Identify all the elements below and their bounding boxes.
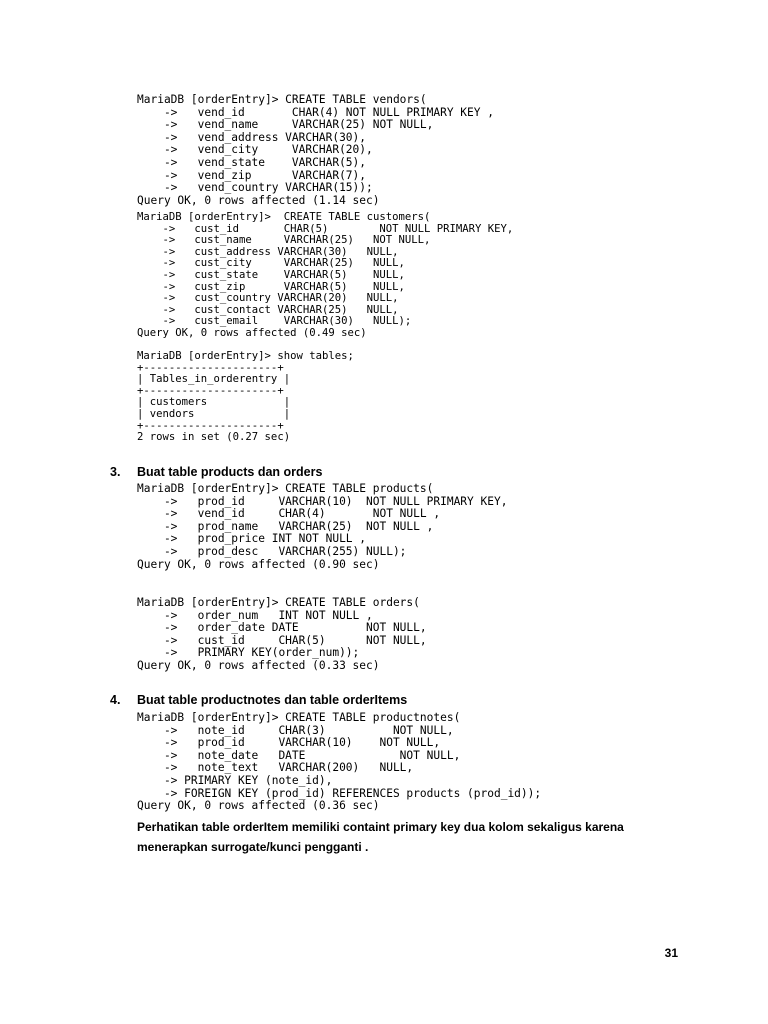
code-line: +---------------------+ [137, 419, 284, 432]
code-line: -> vend_city VARCHAR(20), [137, 143, 373, 157]
code-line: -> prod_id VARCHAR(10) NOT NULL, [137, 736, 441, 750]
code-line: +---------------------+ [137, 384, 284, 397]
code-block-customers [137, 212, 513, 340]
step-3-heading [110, 465, 323, 479]
code-line: -> prod_price INT NOT NULL , [137, 532, 367, 546]
code-line: -> cust_id CHAR(5) NOT NULL, [137, 633, 427, 647]
code-line: MariaDB [orderEntry]> CREATE TABLE customers( [137, 211, 431, 223]
explanation-note [137, 817, 637, 857]
code-line: | vendors | [137, 407, 291, 420]
code-block-vendors [137, 94, 494, 207]
step-3-text: Buat table products dan orders [137, 465, 323, 479]
code-line: Query OK, 0 rows affected (1.14 sec) [137, 193, 380, 207]
code-line: Query OK, 0 rows affected (0.36 sec) [137, 799, 380, 813]
code-line: MariaDB [orderEntry]> CREATE TABLE productnotes( [137, 711, 461, 724]
step-4-text: Buat table productnotes dan table orderItems [137, 693, 408, 707]
step-3-number: 3. [110, 465, 121, 479]
code-line: -> cust_email VARCHAR(30) NULL); [137, 315, 412, 328]
code-block-products [137, 483, 507, 571]
code-line: -> PRIMARY KEY(order_num)); [137, 646, 360, 660]
code-line: -> vend_country VARCHAR(15)); [137, 181, 373, 195]
code-line: -> note_text VARCHAR(200) NULL, [137, 761, 414, 775]
note-line-1: Perhatikan table orderItem memiliki containt primary key dua kolom sekaligus karena [137, 820, 624, 834]
code-line: -> cust_country VARCHAR(20) NULL, [137, 292, 399, 305]
code-block-show-tables [137, 351, 354, 444]
code-block-productnotes [137, 712, 541, 813]
code-line: -> vend_name VARCHAR(25) NOT NULL, [137, 118, 434, 132]
code-line: -> prod_name VARCHAR(25) NOT NULL , [137, 519, 434, 533]
code-line: -> cust_name VARCHAR(25) NOT NULL, [137, 234, 431, 247]
code-line: Query OK, 0 rows affected (0.33 sec) [137, 658, 380, 672]
code-line: +---------------------+ [137, 361, 284, 374]
code-line: -> vend_zip VARCHAR(7), [137, 168, 367, 182]
code-line: 2 rows in set (0.27 sec) [137, 431, 291, 444]
code-line: MariaDB [orderEntry]> CREATE TABLE orders( [137, 596, 420, 609]
code-line: -> prod_desc VARCHAR(255) NULL); [137, 544, 407, 558]
code-line: -> order_num INT NOT NULL , [137, 608, 373, 622]
note-line-2: menerapkan surrogate/kunci pengganti . [137, 840, 369, 854]
code-line: MariaDB [orderEntry]> CREATE TABLE products( [137, 482, 434, 495]
code-line: -> cust_id CHAR(5) NOT NULL PRIMARY KEY, [137, 222, 514, 235]
code-block-orders [137, 597, 427, 673]
page-number: 31 [664, 946, 678, 960]
code-line: -> prod_id VARCHAR(10) NOT NULL PRIMARY KEY, [137, 494, 508, 508]
code-line: | Tables_in_orderentry | [137, 373, 291, 386]
code-line: Query OK, 0 rows affected (0.90 sec) [137, 557, 380, 571]
code-line: -> FOREIGN KEY (prod_id) REFERENCES products (prod_id)); [137, 786, 542, 800]
code-line: -> PRIMARY KEY (note_id), [137, 773, 333, 787]
code-line: MariaDB [orderEntry]> show tables; [137, 350, 354, 362]
code-line: -> cust_zip VARCHAR(5) NULL, [137, 280, 405, 293]
step-4-heading [110, 693, 408, 707]
code-line: | customers | [137, 396, 291, 409]
code-line: Query OK, 0 rows affected (0.49 sec) [137, 326, 367, 339]
code-line: -> vend_state VARCHAR(5), [137, 155, 367, 169]
code-line: -> vend_address VARCHAR(30), [137, 130, 367, 144]
step-4-number: 4. [110, 693, 121, 707]
code-line: -> order_date DATE NOT NULL, [137, 621, 427, 635]
code-line: -> cust_address VARCHAR(30) NULL, [137, 245, 399, 258]
code-line: MariaDB [orderEntry]> CREATE TABLE vendors( [137, 93, 427, 106]
code-line: -> cust_city VARCHAR(25) NULL, [137, 257, 405, 270]
code-line: -> vend_id CHAR(4) NOT NULL PRIMARY KEY , [137, 105, 494, 119]
code-line: -> cust_contact VARCHAR(25) NULL, [137, 303, 399, 316]
code-line: -> note_id CHAR(3) NOT NULL, [137, 723, 454, 737]
code-line: -> note_date DATE NOT NULL, [137, 748, 461, 762]
code-line: -> cust_state VARCHAR(5) NULL, [137, 268, 405, 281]
code-line: -> vend_id CHAR(4) NOT NULL , [137, 507, 441, 521]
